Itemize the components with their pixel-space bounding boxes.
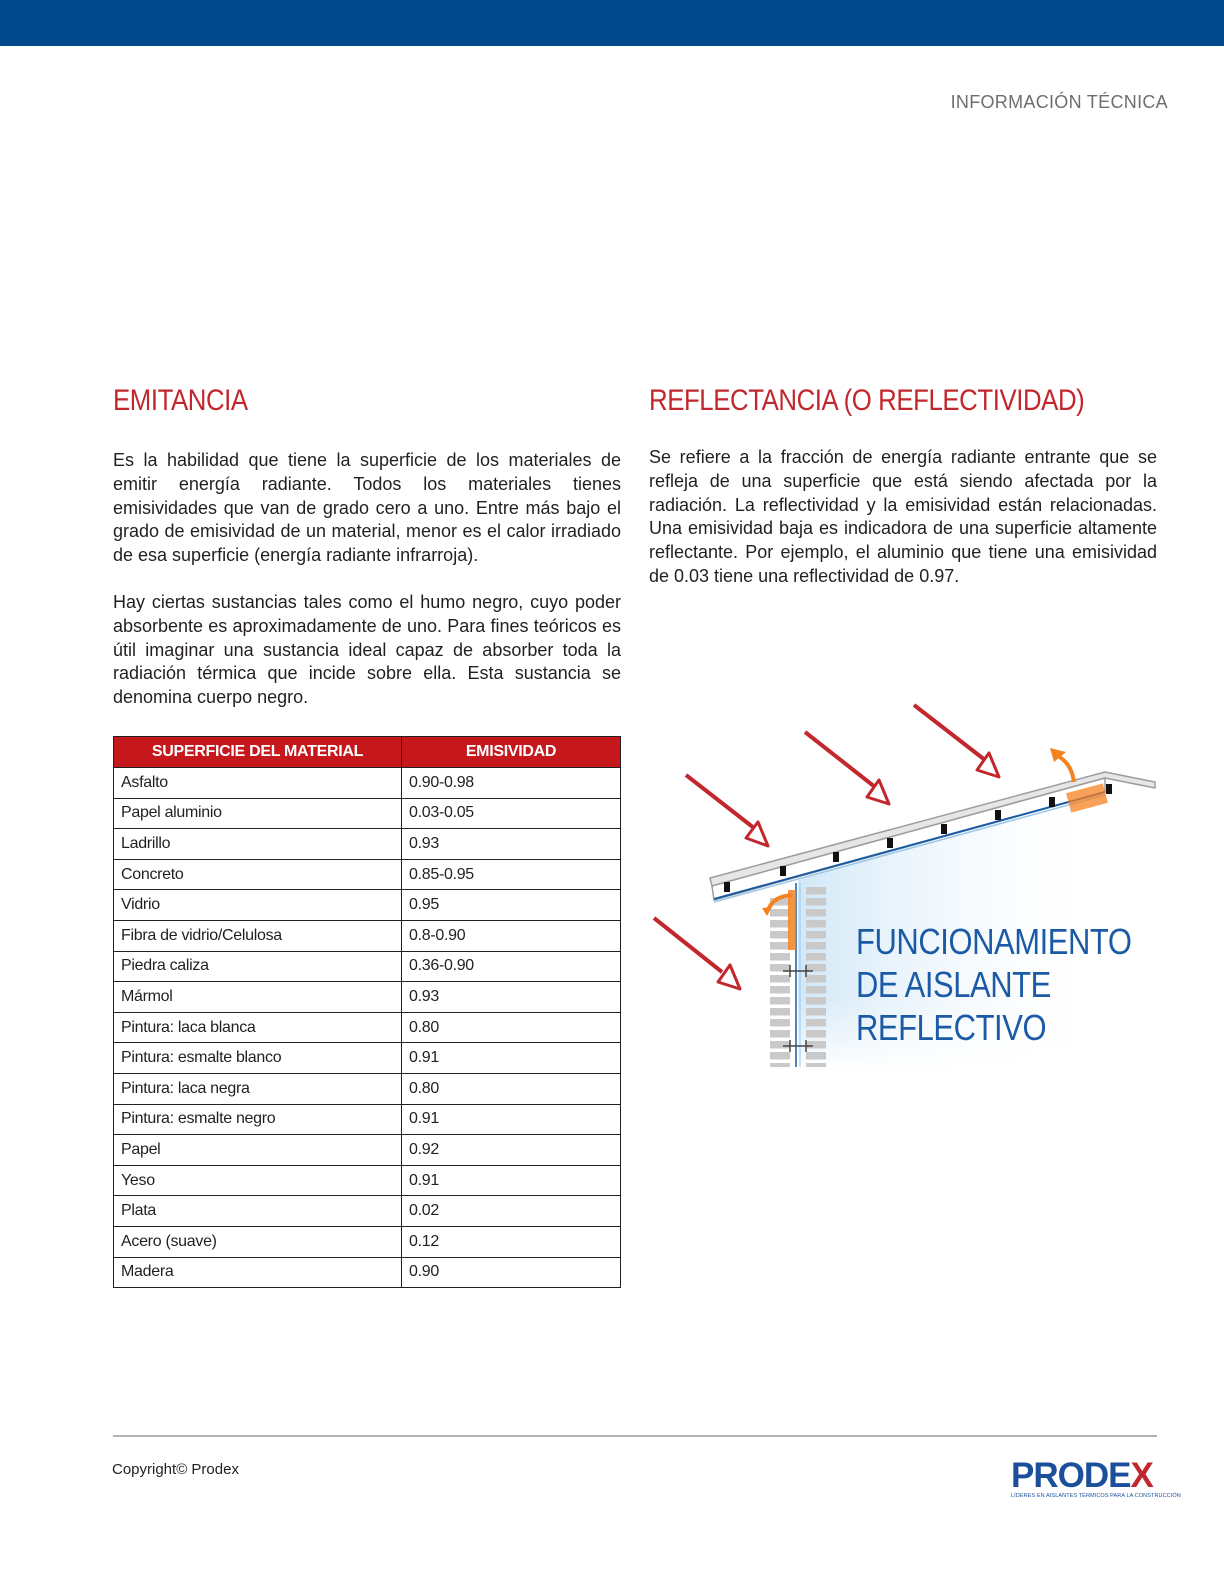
copyright: Copyright© Prodex: [112, 1461, 239, 1478]
material-cell: Vidrio: [114, 890, 402, 921]
table-row: [114, 829, 621, 860]
diagram-title: [856, 920, 1131, 1049]
table-row: [114, 920, 621, 951]
diagram-title-line-2: DE AISLANTE: [856, 964, 1051, 1005]
table-row: [114, 1012, 621, 1043]
table-header-emisividad: EMISIVIDAD: [402, 737, 621, 768]
section-label: INFORMACIÓN TÉCNICA: [950, 92, 1168, 112]
material-cell: Pintura: esmalte blanco: [114, 1043, 402, 1074]
table-header-material: SUPERFICIE DEL MATERIAL: [114, 737, 402, 768]
table-row: [114, 1196, 621, 1227]
emissivity-cell: 0.90-0.98: [402, 768, 621, 799]
emissivity-cell: 0.91: [402, 1043, 621, 1074]
emissivity-cell: 0.91: [402, 1165, 621, 1196]
table-row: [114, 768, 621, 799]
material-cell: Mármol: [114, 982, 402, 1013]
diagram-title-line-3: REFLECTIVO: [856, 1007, 1047, 1048]
table-row: [114, 1165, 621, 1196]
table-row: [114, 798, 621, 829]
material-cell: Pintura: laca blanca: [114, 1012, 402, 1043]
table-row: [114, 951, 621, 982]
material-cell: Papel: [114, 1135, 402, 1166]
emissivity-cell: 0.80: [402, 1073, 621, 1104]
table-row: [114, 859, 621, 890]
emissivity-cell: 0.8-0.90: [402, 920, 621, 951]
wall-right-bricks: [806, 885, 826, 1067]
emissivity-cell: 0.92: [402, 1135, 621, 1166]
table-row: [114, 890, 621, 921]
material-cell: Madera: [114, 1257, 402, 1288]
table-header-row: [114, 737, 621, 768]
wall-left-bricks: [770, 895, 790, 1067]
reflectancia-paragraph: Se refiere a la fracción de energía radiante entrante que se refleja de una superficie que está siendo afectada por la radiación. La reflectividad y la emisividad están relacionadas. Una emisividad baja es indicadora de una superficie altamente reflectante. Por ejemplo, el aluminio que tiene una emisividad de 0.03 tiene una reflectividad de 0.97.: [649, 447, 1157, 586]
material-cell: Pintura: laca negra: [114, 1073, 402, 1104]
heading-reflectancia: REFLECTANCIA (O REFLECTIVIDAD): [649, 384, 1085, 417]
emissivity-cell: 0.85-0.95: [402, 859, 621, 890]
heading-emitancia: EMITANCIA: [113, 384, 248, 417]
material-cell: Piedra caliza: [114, 951, 402, 982]
material-cell: Acero (suave): [114, 1226, 402, 1257]
material-cell: Concreto: [114, 859, 402, 890]
material-cell: Pintura: esmalte negro: [114, 1104, 402, 1135]
material-cell: Yeso: [114, 1165, 402, 1196]
material-cell: Asfalto: [114, 768, 402, 799]
top-bar: [0, 0, 1224, 46]
table-row: [114, 1135, 621, 1166]
emissivity-cell: 0.03-0.05: [402, 798, 621, 829]
table-row: [114, 1073, 621, 1104]
emissivity-cell: 0.02: [402, 1196, 621, 1227]
table-row: [114, 1104, 621, 1135]
emissivity-cell: 0.93: [402, 982, 621, 1013]
emissivity-cell: 0.95: [402, 890, 621, 921]
emitancia-paragraph-1: Es la habilidad que tiene la superficie de los materiales de emitir energía radiante. Todos los materiales tienes emisividades que van de grado cero a uno. Entre más bajo el grado de emisividad de un material, menor es el calor irradiado de esa superficie (energía radiante infrarroja).: [113, 450, 621, 566]
footer-divider: [113, 1435, 1157, 1437]
emissivity-cell: 0.93: [402, 829, 621, 860]
emissivity-cell: 0.90: [402, 1257, 621, 1288]
table-row: [114, 1226, 621, 1257]
emissivity-cell: 0.12: [402, 1226, 621, 1257]
material-cell: Ladrillo: [114, 829, 402, 860]
table-row: [114, 1043, 621, 1074]
diagram-title-line-1: FUNCIONAMIENTO: [856, 921, 1132, 962]
table-row: [114, 982, 621, 1013]
logo-wordmark-main: PRODE: [1011, 1456, 1131, 1495]
emissivity-cell: 0.80: [402, 1012, 621, 1043]
material-cell: Papel aluminio: [114, 798, 402, 829]
emitancia-paragraph-2: Hay ciertas sustancias tales como el humo negro, cuyo poder absorbente es aproximadamente de uno. Para fines teóricos es útil imaginar una sustancia ideal capaz de absorber toda la radiación térmica que incide sobre ella. Esta sustancia se denomina cuerpo negro.: [113, 592, 621, 708]
logo-wordmark-x: X: [1130, 1456, 1153, 1495]
table-row: [114, 1257, 621, 1288]
material-cell: Fibra de vidrio/Celulosa: [114, 920, 402, 951]
emissivity-cell: 0.36-0.90: [402, 951, 621, 982]
emissivity-table: [113, 736, 621, 1288]
logo-tagline: LÍDERES EN AISLANTES TÉRMICOS PARA LA CONSTRUCCIÓN: [1011, 1493, 1181, 1499]
logo-wordmark: [1011, 1456, 1159, 1495]
emissivity-cell: 0.91: [402, 1104, 621, 1135]
material-cell: Plata: [114, 1196, 402, 1227]
prodex-logo: [1011, 1456, 1181, 1502]
